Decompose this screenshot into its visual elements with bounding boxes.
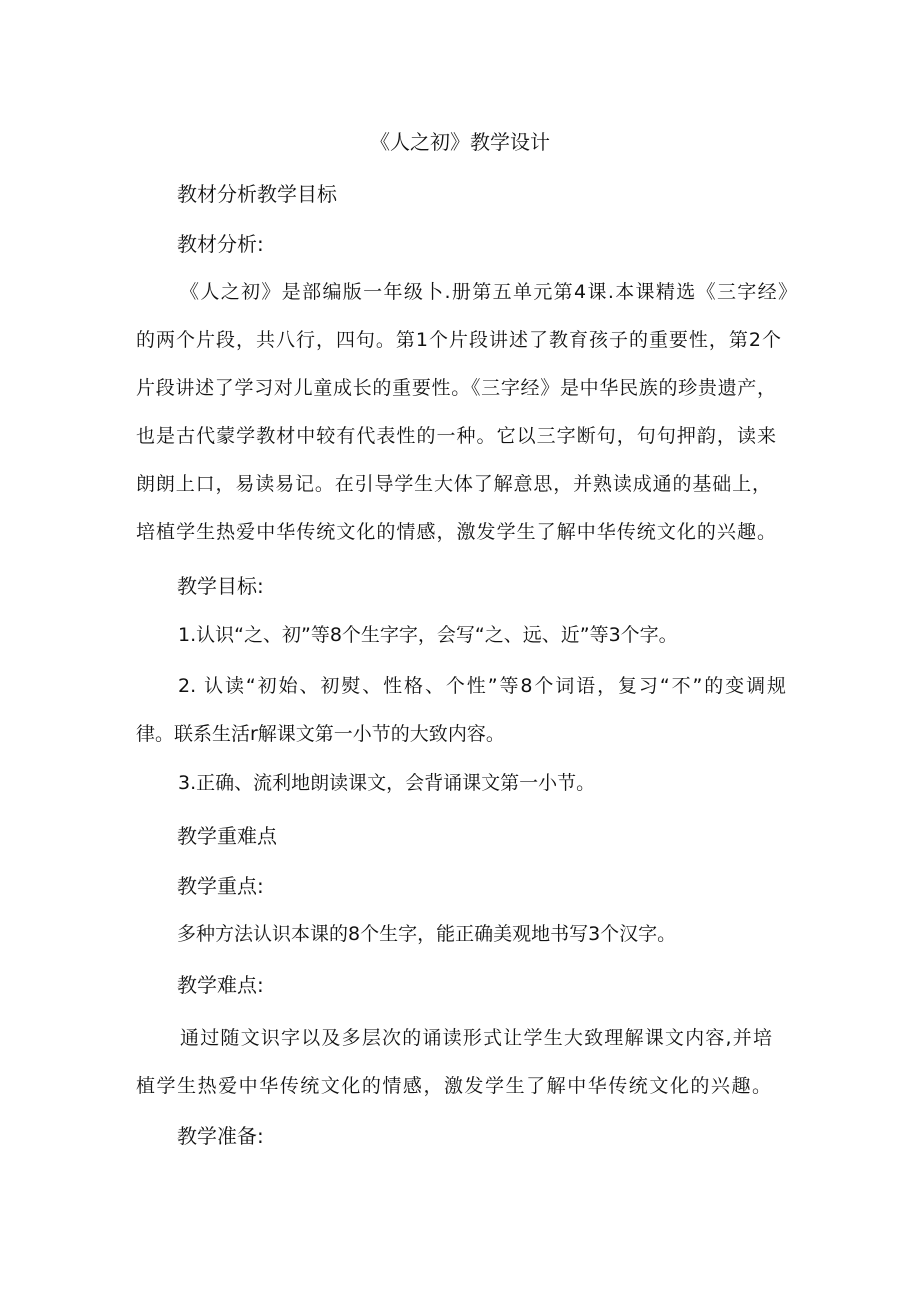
materials-line: 的两个片段，共八行，四句。第1个片段讲述了教育孩子的重要性，第2个 bbox=[136, 329, 781, 351]
goals-heading: 教学目标: bbox=[177, 574, 264, 598]
materials-line: 《人之初》是部编版一年级卜.册第五单元第4课.本课精选《三字经》 bbox=[180, 281, 797, 303]
goal-item-2: 2. 认读“初始、初熨、性格、个性”等8个词语，复习“不”的变调规 bbox=[178, 675, 786, 697]
goal-item-2-continued: 律。联系生活r解课文第一小节的大致内容。 bbox=[136, 723, 505, 745]
materials-heading: 教材分析: bbox=[177, 232, 264, 256]
difficult-points-heading: 教学难点: bbox=[177, 973, 264, 997]
materials-line: 朗朗上口，易读易记。在引导学生大体了解意思，并熟读成通的基础上， bbox=[136, 473, 771, 495]
document-title: 《人之初》教学设计 bbox=[370, 130, 550, 154]
goal-item-1: 1.认识“之、初”等8个生字字，会写“之、远、近”等3个字。 bbox=[178, 624, 678, 646]
materials-line: 也是古代蒙学教材中较有代表性的一种。它以三字断句，句句押韵，读来 bbox=[136, 425, 776, 447]
section-heading-materials-goals: 教材分析教学目标 bbox=[177, 182, 337, 206]
key-points-text: 多种方法认识本课的8个生字，能正确美观地书写3个汉字。 bbox=[177, 923, 677, 945]
difficult-points-line: 通过随文识字以及多层次的诵读形式让学生大致理解课文内容,并培 bbox=[180, 1027, 772, 1049]
key-difficult-heading: 教学重难点 bbox=[177, 824, 277, 848]
preparation-heading: 教学准备: bbox=[177, 1124, 264, 1148]
materials-line: 片段讲述了学习对儿童成长的重要性。《三字经》是中华民族的珍贵遗产， bbox=[136, 377, 776, 399]
goal-item-3: 3.正确、流利地朗读课文，会背诵课文第一小节。 bbox=[178, 772, 596, 794]
materials-line: 培植学生热爱中华传统文化的情感，激发学生了解中华传统文化的兴趣。 bbox=[136, 521, 776, 543]
difficult-points-line: 植学生热爱中华传统文化的情感，激发学生了解中华传统文化的兴趣。 bbox=[136, 1075, 771, 1097]
key-points-heading: 教学重点: bbox=[177, 874, 264, 898]
